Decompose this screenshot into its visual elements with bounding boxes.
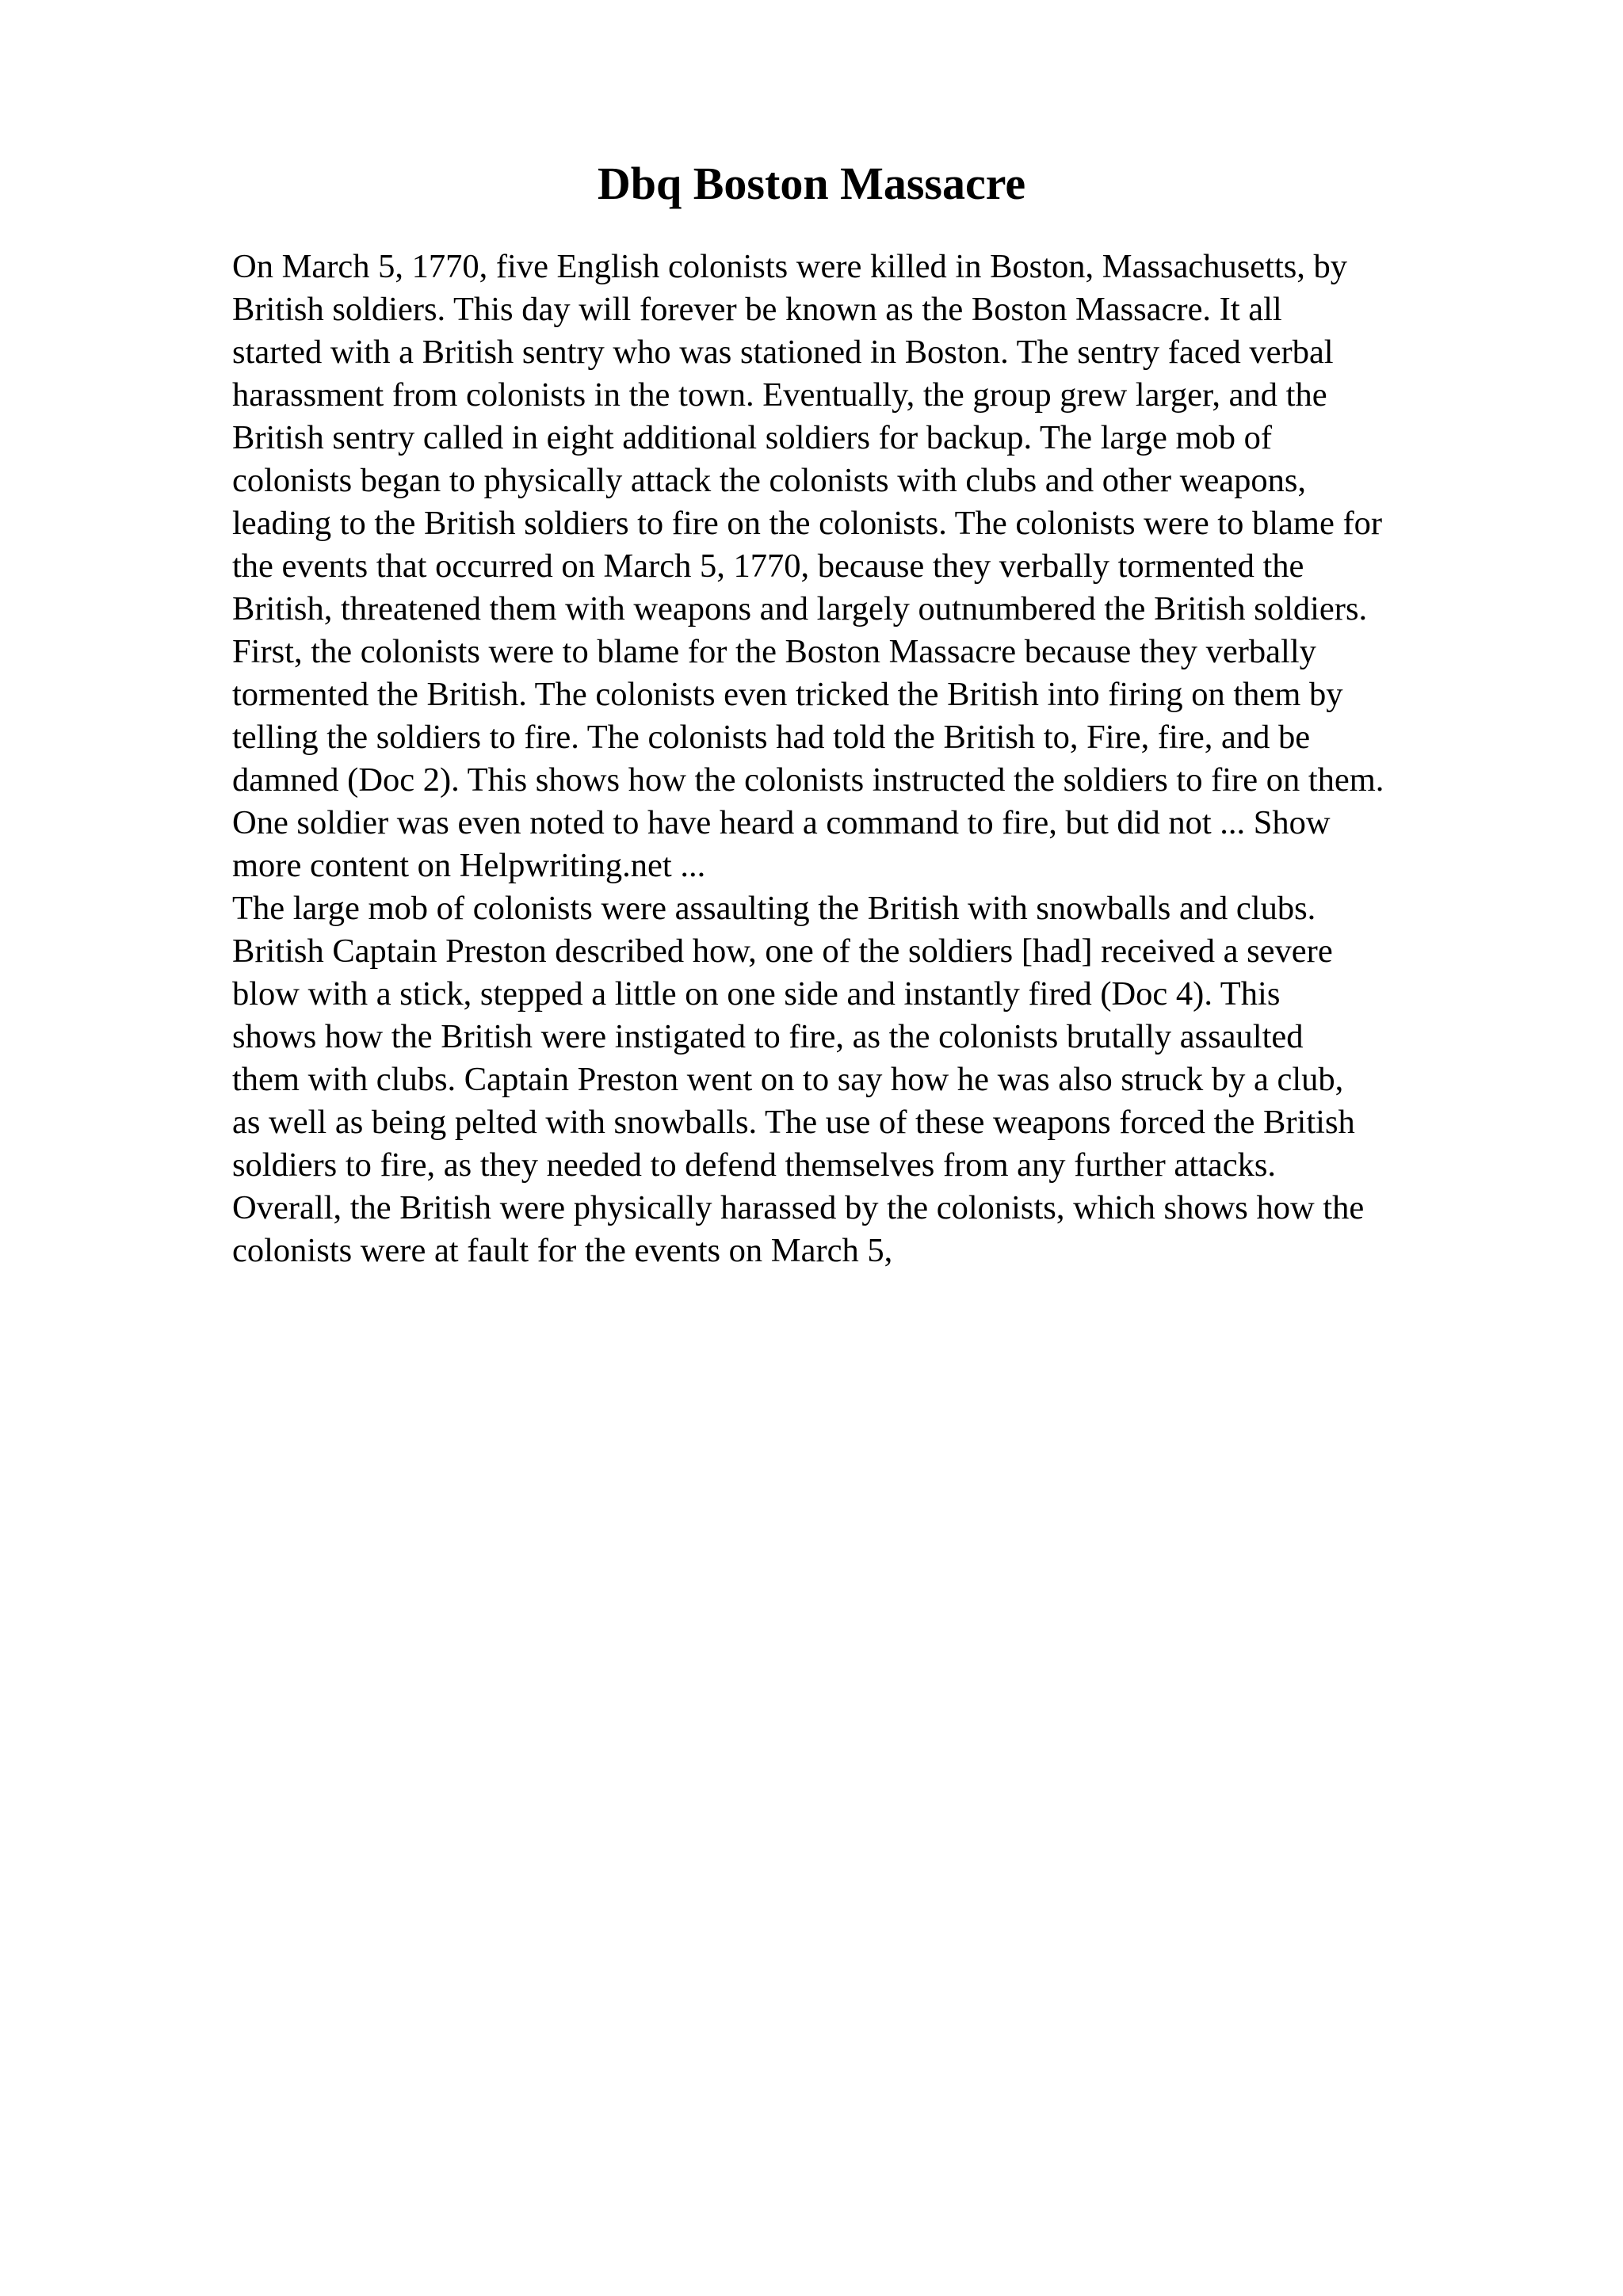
body-line: as well as being pelted with snowballs. The use of these weapons forced the British — [232, 1104, 1355, 1141]
body-line: On March 5, 1770, five English colonists were killed in Boston, Massachusetts, by — [232, 248, 1348, 285]
body-line: shows how the British were instigated to fire, as the colonists brutally assaulted — [232, 1018, 1304, 1055]
body-line: leading to the British soldiers to fire on the colonists. The colonists were to blame for — [232, 505, 1383, 542]
body-line: British, threatened them with weapons and largely outnumbered the British soldiers. — [232, 590, 1368, 627]
body-line: First, the colonists were to blame for the Boston Massacre because they verbally — [232, 633, 1316, 670]
body-line: started with a British sentry who was stationed in Boston. The sentry faced verbal — [232, 334, 1334, 371]
body-line: harassment from colonists in the town. Eventually, the group grew larger, and the — [232, 376, 1327, 414]
document-body — [232, 246, 1510, 1272]
body-line: The large mob of colonists were assaulting the British with snowballs and clubs. — [232, 890, 1316, 927]
body-line: One soldier was even noted to have heard a command to fire, but did not ... Show — [232, 804, 1331, 841]
body-line: colonists were at fault for the events on March 5, — [232, 1232, 893, 1269]
body-line: more content on Helpwriting.net ... — [232, 847, 706, 884]
body-line: British sentry called in eight additional soldiers for backup. The large mob of — [232, 419, 1273, 456]
body-line: Overall, the British were physically harassed by the colonists, which shows how the — [232, 1189, 1365, 1226]
body-line: British soldiers. This day will forever be known as the Boston Massacre. It all — [232, 291, 1282, 328]
document-title: Dbq Boston Massacre — [597, 158, 1026, 209]
body-line: damned (Doc 2). This shows how the colonists instructed the soldiers to fire on them. — [232, 761, 1384, 799]
body-line: telling the soldiers to fire. The colonists had told the British to, Fire, fire, and be — [232, 719, 1311, 756]
body-line: tormented the British. The colonists even tricked the British into firing on them by — [232, 676, 1343, 713]
body-line: the events that occurred on March 5, 1770, because they verbally tormented the — [232, 547, 1304, 585]
body-line: British Captain Preston described how, one of the soldiers [had] received a severe — [232, 933, 1333, 970]
body-line: soldiers to fire, as they needed to defend themselves from any further attacks. — [232, 1146, 1277, 1184]
body-line: blow with a stick, stepped a little on one side and instantly fired (Doc 4). This — [232, 975, 1281, 1013]
body-line: colonists began to physically attack the colonists with clubs and other weapons, — [232, 462, 1306, 499]
body-line: them with clubs. Captain Preston went on to say how he was also struck by a club, — [232, 1061, 1344, 1098]
